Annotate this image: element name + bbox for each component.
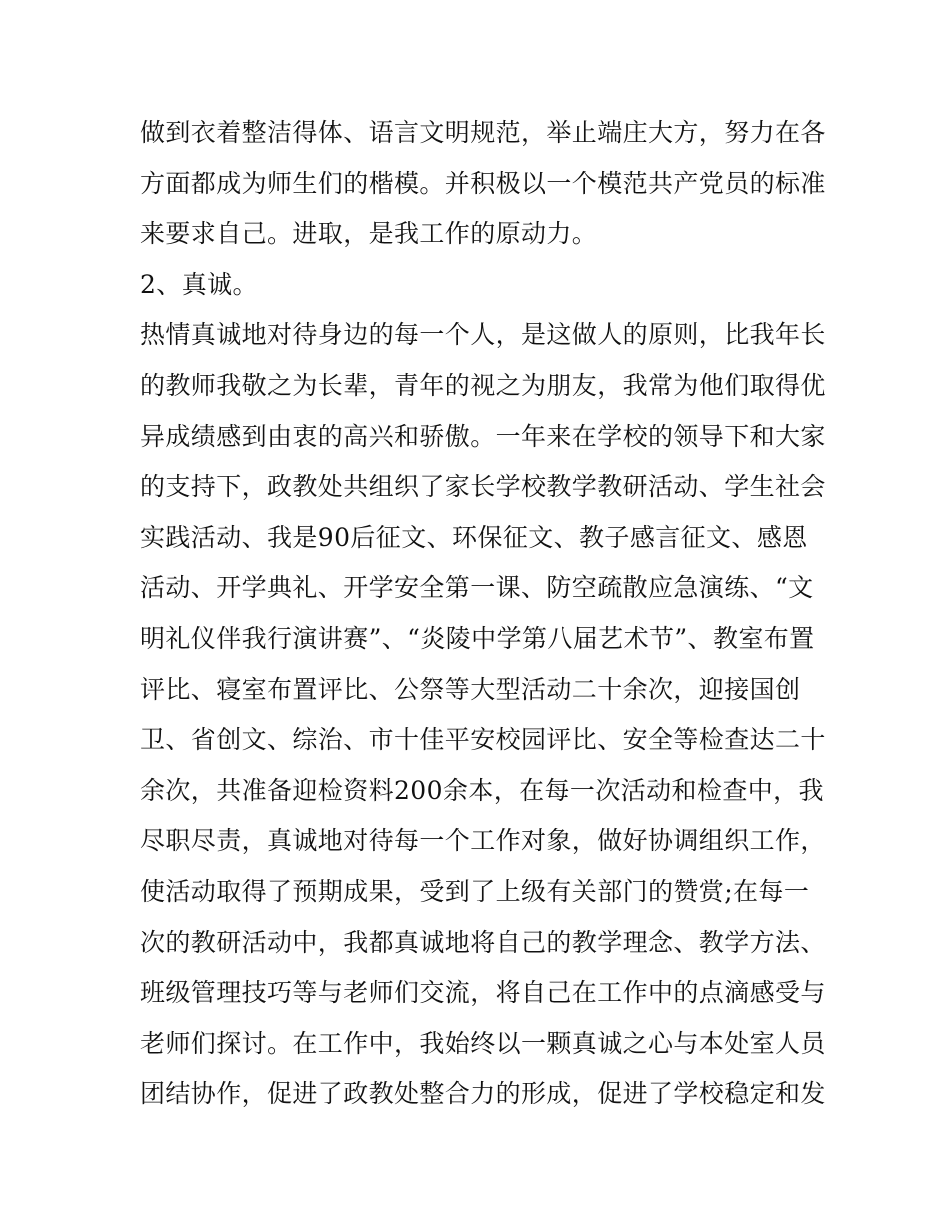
text-line: 异成绩感到由衷的高兴和骄傲。一年来在学校的领导下和大家: [140, 421, 826, 451]
text-line: 活动、开学典礼、开学安全第一课、防空疏散应急演练、“文: [140, 573, 814, 603]
text-line: 实践活动、我是90后征文、环保征文、教子感言征文、感恩: [140, 522, 808, 552]
text-line: 明礼仪伴我行演讲赛”、“炎陵中学第八届艺术节”、教室布置: [140, 623, 815, 653]
text-line: 老师们探讨。在工作中，我始终以一颗真诚之心与本处室人员: [140, 1028, 826, 1058]
text-line: 次的教研活动中，我都真诚地将自己的教学理念、教学方法、: [140, 927, 826, 957]
section-heading: 2、真诚。: [140, 269, 258, 299]
text-line: 团结协作，促进了政教处整合力的形成，促进了学校稳定和发: [140, 1079, 826, 1109]
text-line: 的教师我敬之为长辈，青年的视之为朋友，我常为他们取得优: [140, 370, 826, 400]
text-line: 使活动取得了预期成果，受到了上级有关部门的赞赏;在每一: [140, 876, 810, 906]
text-line: 来要求自己。进取，是我工作的原动力。: [140, 219, 598, 249]
text-line: 余次，共准备迎检资料200余本，在每一次活动和检查中，我: [140, 775, 824, 805]
text-line: 热情真诚地对待身边的每一个人，是这做人的原则，比我年长: [140, 320, 826, 350]
document-page: [140, 108, 826, 1120]
text-line: 卫、省创文、综治、市十佳平安校园评比、安全等检查达二十: [140, 725, 826, 755]
text-line: 的支持下，政教处共组织了家长学校教学教研活动、学生社会: [140, 472, 826, 502]
text-line: 评比、寝室布置评比、公祭等大型活动二十余次，迎接国创: [140, 674, 801, 704]
text-line: 做到衣着整洁得体、语言文明规范，举止端庄大方，努力在各: [140, 118, 826, 147]
text-line: 尽职尽责，真诚地对待每一个工作对象，做好协调组织工作，: [140, 826, 826, 856]
text-line: 班级管理技巧等与老师们交流，将自己在工作中的点滴感受与: [140, 978, 826, 1008]
text-line: 方面都成为师生们的楷模。并积极以一个模范共产党员的标准: [140, 168, 826, 198]
